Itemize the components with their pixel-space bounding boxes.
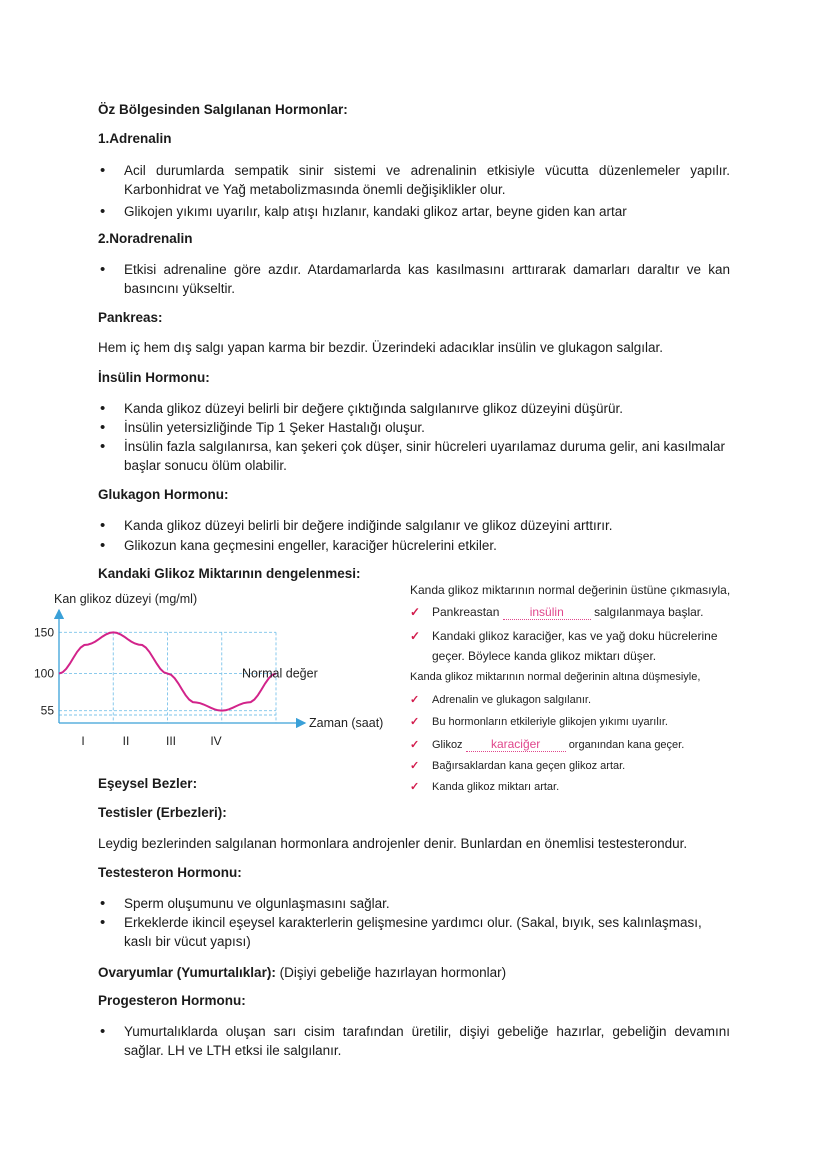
glucose-level-chart [30,585,400,760]
section-title-kandaki-glikoz: Kandaki Glikoz Miktarının dengelenmesi: [98,566,361,581]
list-item: • İnsülin fazla salgılanırsa, kan şekeri çok düşer, sinir hücreleri uyarılamaz duruma gelir, ani kasılmalar başlar sonucu ölüm olabilir. [98,437,730,475]
section-title-eseysel-bezler: Eşeysel Bezler: [98,776,198,791]
list-item: • Erkeklerde ikincil eşeysel karakterlerin gelişmesine yardımcı olur. (Sakal, bıyık, ses kalınlaşması, kaslı bir vücut yapısı) [98,913,730,951]
list-item: • Glikozun kana geçmesini engeller, karaciğer hücrelerini etkiler. [98,536,730,555]
section-title-testesteron: Testesteron Hormonu: [98,865,242,880]
check-icon: ✓ [410,629,421,643]
section-title-noradrenalin: 2.Noradrenalin [98,231,193,246]
list-item: • Kanda glikoz düzeyi belirli bir değere çıktığında salgılanırve glikoz düzeyini düşürür. [98,399,730,418]
list-item: • Glikojen yıkımı uyarılır, kalp atışı hızlanır, kandaki glikoz artar, beyne giden kan artar [98,202,730,221]
note-item: ✓ Adrenalin ve glukagon salgılanır. [410,694,591,706]
testisler-text: Leydig bezlerinden salgılanan hormonlara androjenler denir. Bunlardan en önemlisi testesterondur. [98,836,688,851]
note-item: ✓ Bağırsaklardan kana geçen glikoz artar. [410,760,626,772]
note-item: ✓ Glikoz karaciğer organından kana geçer. [410,737,685,751]
chart-y-axis-label: Kan glikoz düzeyi (mg/ml) [54,592,198,606]
glukagon-list [98,516,730,555]
list-item: • Acil durumlarda sempatik sinir sistemi ve adrenalinin etkisiyle vücutta düzenlemeler yapılır. Karbonhidrat ve Yağ metabolizmasında önemli değişiklikler olur. [98,161,730,199]
note-item: ✓ Pankreastan insülin salgılanmaya başlar. [410,605,704,619]
chart-x-axis-label: Zaman (saat) [309,716,384,730]
check-icon: ✓ [410,781,420,793]
chart-x-tick-label: III [165,734,177,748]
chart-y-tick-label: 100 [33,666,54,681]
pankreas-text: Hem iç hem dış salgı yapan karma bir bezdir. Üzerindeki adacıklar insülin ve glukagon salgılar. [98,340,664,355]
high-glucose-intro: Kanda glikoz miktarının normal değerinin üstüne çıkmasıyla, [410,583,731,597]
check-icon: ✓ [410,716,420,728]
insulin-list [98,399,730,475]
normal-value-label: Normal değer [242,666,318,681]
section-title-progesteron: Progesteron Hormonu: [98,993,246,1008]
section-title-adrenalin: 1.Adrenalin [98,131,172,146]
check-icon: ✓ [410,605,421,619]
chart-x-tick-label: I [81,734,85,748]
testesteron-list [98,894,730,951]
ovaryumlar-text: (Dişiyi gebeliğe hazırlayan hormonlar) [275,965,507,980]
fill-in-blank: karaciğer [466,737,566,752]
list-item: • Yumurtalıklarda oluşan sarı cisim tarafından üretilir, dişiyi gebeliğe hazırlar, gebeliğin devamını sağlar. LH ve LTH etksi ile salgılanır. [98,1022,730,1060]
chart-x-tick-label: IV [210,734,222,748]
section-title-ovaryumlar: Ovaryumlar (Yumurtalıklar): [98,965,276,980]
check-icon: ✓ [410,694,420,706]
list-item: • Sperm oluşumunu ve olgunlaşmasını sağlar. [98,894,730,913]
ovaryumlar-line [98,963,730,982]
section-title-testisler: Testisler (Erbezleri): [98,805,227,820]
chart-y-tick-label: 150 [33,625,54,640]
list-item: • Etkisi adrenaline göre azdır. Atardamarlarda kas kasılmasını arttırarak damarları daraltır ve kan basıncını yükseltir. [98,260,730,298]
note-item: ✓ Kandaki glikoz karaciğer, kas ve yağ doku hücrelerine [410,629,718,643]
low-glucose-intro: Kanda glikoz miktarının normal değerinin altına düşmesiyle, [410,671,701,683]
note-item: ✓ Bu hormonların etkileriyle glikojen yıkımı uyarılır. [410,716,668,728]
section-title-insulin: İnsülin Hormonu: [98,370,210,385]
list-item: • Kanda glikoz düzeyi belirli bir değere indiğinde salgılanır ve glikoz düzeyini arttırır. [98,516,730,535]
list-item: • İnsülin yetersizliğinde Tip 1 Şeker Hastalığı oluşur. [98,418,730,437]
check-icon: ✓ [410,739,420,751]
section-title-glukagon: Glukagon Hormonu: [98,487,229,502]
chart-x-tick-label: II [122,734,130,748]
chart-y-tick-label: 55 [40,703,54,718]
note-item-continued: geçer. Böylece kanda glikoz miktarı düşer. [432,649,657,663]
note-item: ✓ Kanda glikoz miktarı artar. [410,781,560,793]
check-icon: ✓ [410,760,420,772]
section-title-oz-bolgesi: Öz Bölgesinden Salgılanan Hormonlar: [98,102,348,117]
fill-in-blank: insülin [503,605,591,620]
noradrenalin-list [98,260,730,298]
progesteron-list [98,1022,730,1060]
adrenalin-list [98,161,730,221]
section-title-pankreas: Pankreas: [98,310,163,325]
